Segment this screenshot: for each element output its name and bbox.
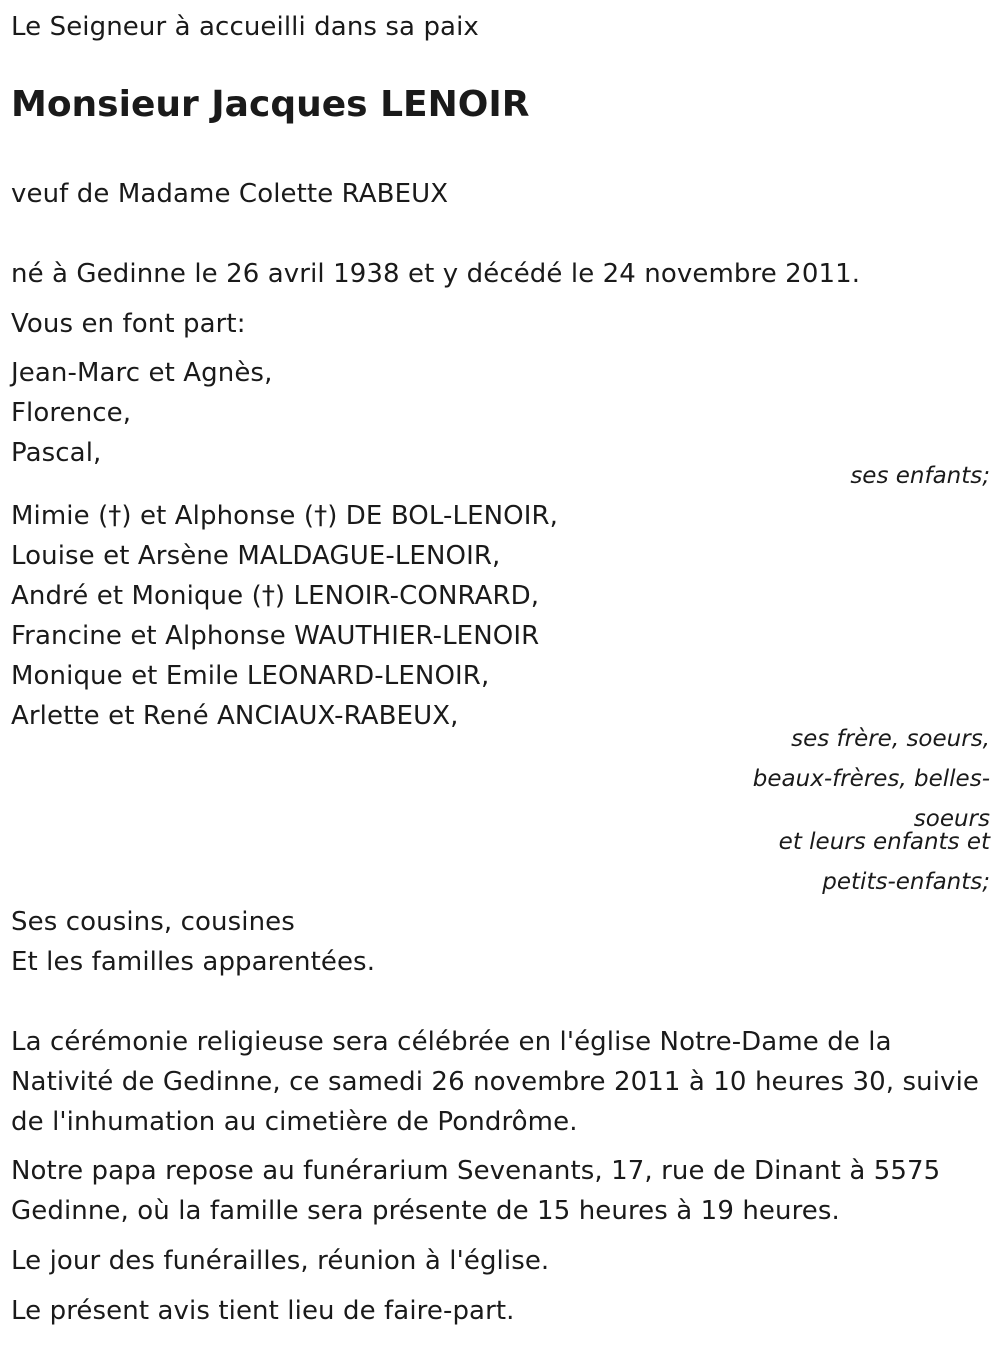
siblings-label: et leurs enfants et [778, 829, 990, 855]
sibling-line: Arlette et René ANCIAUX-RABEUX, [11, 701, 459, 731]
funeral-home-line: Notre papa repose au funérarium Sevenants, 17, rue de Dinant à 5575 [11, 1156, 941, 1186]
relatives-line: Et les familles apparentées. [11, 947, 376, 977]
ceremony-line: Nativité de Gedinne, ce samedi 26 novembre 2011 à 10 heures 30, suivie [11, 1067, 979, 1097]
ceremony-line: de l'inhumation au cimetière de Pondrôme. [11, 1107, 578, 1137]
siblings-label: petits-enfants; [822, 869, 990, 895]
child-line: Florence, [11, 398, 132, 428]
sibling-line: Mimie (†) et Alphonse (†) DE BOL-LENOIR, [11, 501, 559, 531]
child-line: Jean-Marc et Agnès, [11, 358, 273, 388]
funeral-home-line: Gedinne, où la famille sera présente de 15 heures à 19 heures. [11, 1196, 840, 1226]
deceased-name: Monsieur Jacques LENOIR [11, 84, 530, 125]
siblings-label: ses frère, soeurs, [791, 726, 990, 752]
closing-line: Le présent avis tient lieu de faire-part. [11, 1296, 515, 1326]
relatives-line: Ses cousins, cousines [11, 907, 295, 937]
sibling-line: Monique et Emile LEONARD-LENOIR, [11, 661, 490, 691]
sibling-line: Francine et Alphonse WAUTHIER-LENOIR [11, 621, 540, 651]
ceremony-line: La cérémonie religieuse sera célébrée en l'église Notre-Dame de la [11, 1027, 892, 1057]
children-label: ses enfants; [850, 463, 990, 489]
siblings-label: soeurs [913, 806, 990, 832]
child-line: Pascal, [11, 438, 102, 468]
sibling-line: Louise et Arsène MALDAGUE-LENOIR, [11, 541, 501, 571]
sibling-line: André et Monique (†) LENOIR-CONRARD, [11, 581, 540, 611]
birth-death-line: né à Gedinne le 26 avril 1938 et y décédé le 24 novembre 2011. [11, 259, 861, 289]
meeting-line: Le jour des funérailles, réunion à l'église. [11, 1246, 550, 1276]
spouse-line: veuf de Madame Colette RABEUX [11, 179, 449, 209]
siblings-label: beaux-frères, belles- [752, 766, 990, 792]
announce-line: Vous en font part: [11, 309, 246, 339]
intro-text: Le Seigneur à accueilli dans sa paix [11, 12, 479, 42]
